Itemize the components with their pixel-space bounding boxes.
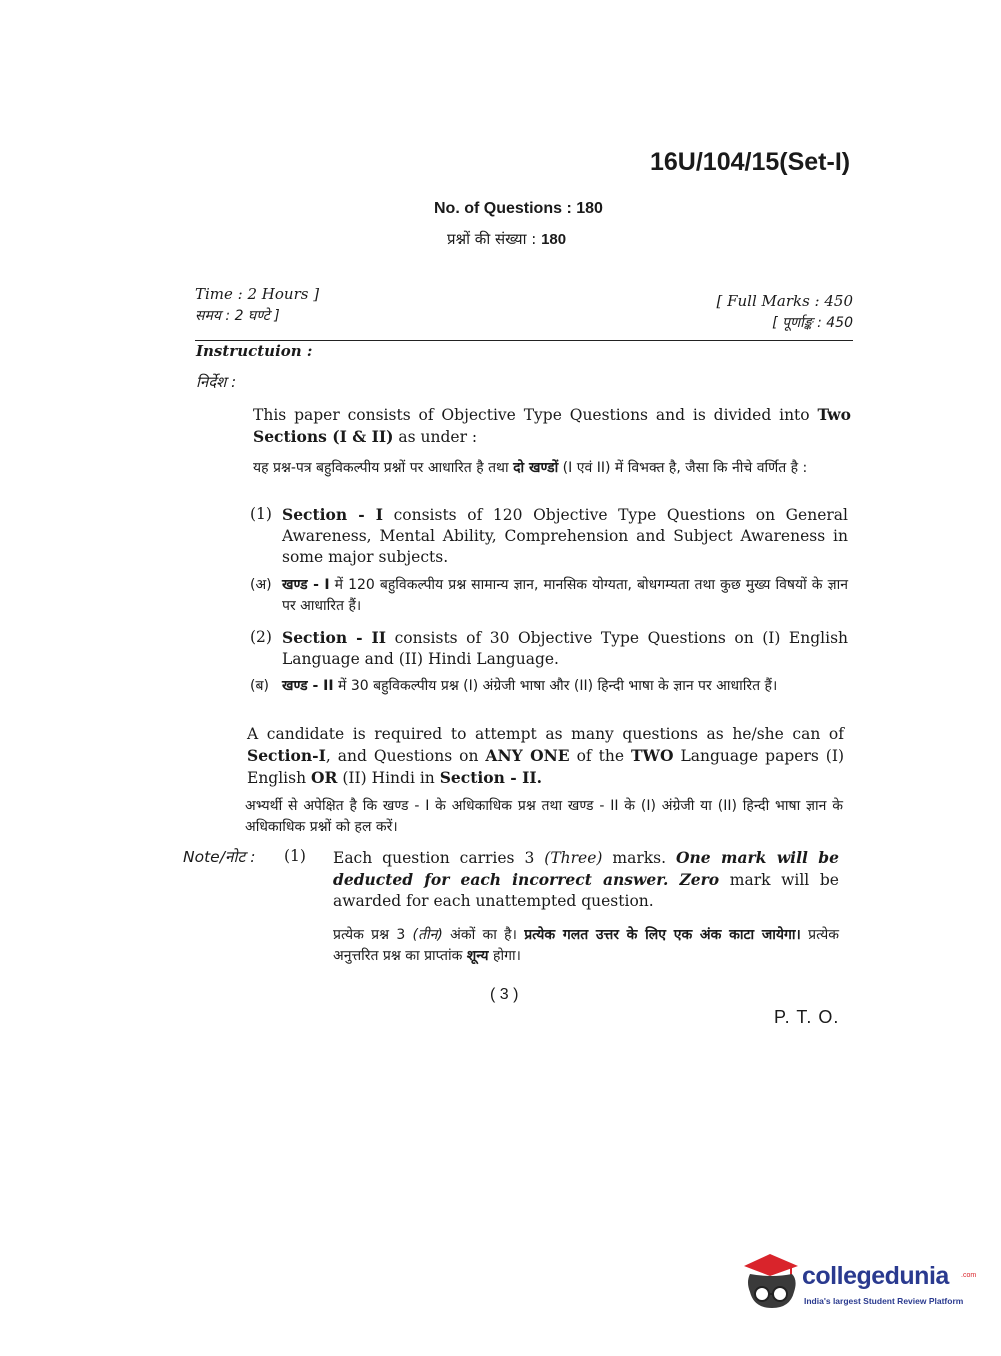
- cand-bold3: TWO: [631, 746, 674, 765]
- glasses-bridge: [768, 1293, 774, 1295]
- note-hi-italic2: शून्य: [466, 948, 489, 964]
- list-item-section-2-hi: [250, 676, 848, 697]
- note-hi-part4: होगा।: [488, 948, 521, 964]
- list-item-section-1-hi: [250, 575, 848, 617]
- note-text-hi: [333, 925, 839, 967]
- note-en-part2: marks.: [602, 849, 676, 867]
- cand-part2: , and Questions on: [325, 747, 486, 765]
- item-text: [282, 504, 848, 568]
- instructions-heading-hi: निर्देश :: [196, 373, 237, 391]
- intro-en-rest: as under :: [393, 428, 478, 446]
- instructions-heading-en: Instructuion :: [196, 342, 313, 360]
- item-number: (1): [250, 505, 272, 523]
- note-hi-part2: अंकों का है।: [442, 927, 525, 943]
- intro-hi-part2: (I एवं II) में विभक्त है, जैसा कि नीचे वर्णित है :: [558, 460, 808, 476]
- intro-en-line1: This paper consists of Objective Type Questions and is divided into: [253, 406, 810, 424]
- cap-icon-top: [744, 1254, 798, 1276]
- num-questions-hi: [447, 229, 566, 249]
- num-questions-hi-label: प्रश्नों की संख्या :: [447, 230, 537, 248]
- pto-label: P. T. O.: [774, 1007, 840, 1027]
- intro-hi-part1: यह प्रश्न-पत्र बहुविकल्पीय प्रश्नों पर आधारित है तथा: [253, 460, 514, 476]
- cand-bold2: ANY ONE: [485, 746, 570, 765]
- intro-hi: [253, 458, 851, 479]
- note-text-en: [333, 847, 839, 912]
- note-hi-part1: प्रत्येक प्रश्न 3: [333, 927, 413, 943]
- header-divider: [195, 340, 853, 341]
- intro-en: [253, 404, 851, 448]
- item-body: consists of 120 Objective Type Questions on General Awareness, Mental Ability, Comprehension and Subject Awareness in some major subjects.: [282, 506, 848, 566]
- item-bold: खण्ड - II: [282, 678, 334, 694]
- item-bold: खण्ड - I: [282, 577, 330, 593]
- glasses-right: [773, 1287, 787, 1301]
- collegedunia-brand: collegedunia: [802, 1262, 949, 1290]
- candidate-instruction-hi: अभ्यर्थी से अपेक्षित है कि खण्ड - I के अधिकाधिक प्रश्न तथा खण्ड - II के (I) अंग्रेजी या (II) हिन्दी भाषा ज्ञान के अधिकाधिक प्रश्नों को हल करें।: [245, 798, 843, 835]
- collegedunia-com: .com: [961, 1272, 977, 1279]
- intro-hi-bold: दो खण्डों: [513, 460, 559, 476]
- marks-hi: [ पूर्णाङ्क : 450: [772, 315, 853, 331]
- item-number: (ब): [250, 678, 269, 694]
- note-hi-italic1: (तीन): [412, 927, 443, 943]
- marks-en: [ Full Marks : 450: [716, 292, 853, 310]
- cand-part5: (II) Hindi in: [337, 769, 440, 787]
- page-number: ( 3 ): [490, 986, 519, 1003]
- note-en-italic2: One mark will be deducted for each incorrect answer. Zero: [333, 848, 839, 889]
- cand-bold1: Section-I: [247, 746, 326, 765]
- intro-en-bold: Two Sections (I & II): [253, 405, 851, 446]
- note-number: (1): [284, 847, 306, 865]
- item-number: (अ): [250, 577, 272, 593]
- time-hi: समय : 2 घण्टे ]: [195, 308, 280, 324]
- item-bold: Section - I: [282, 505, 383, 524]
- note-label: Note/नोट :: [183, 848, 256, 866]
- note-en-italic1: (Three): [544, 849, 603, 867]
- time-en: Time : 2 Hours ]: [195, 285, 320, 303]
- collegedunia-tagline: India's largest Student Review Platform: [804, 1296, 964, 1306]
- item-number: (2): [250, 628, 272, 646]
- note-en-part3: mark will be awarded for each unattempted question.: [333, 871, 839, 910]
- note-hi-part3: प्रत्येक अनुत्तरित प्रश्न का प्राप्तांक: [333, 927, 839, 964]
- paper-code: 16U/104/15(Set-I): [650, 148, 851, 176]
- item-text: [282, 575, 848, 617]
- marks-block: [716, 290, 853, 334]
- num-questions-en: No. of Questions : 180: [434, 200, 603, 217]
- intro-en-text: [253, 404, 851, 448]
- item-text: [282, 676, 777, 697]
- num-questions-hi-value: 180: [541, 231, 567, 248]
- list-item-section-2: [250, 627, 848, 670]
- cand-part1: A candidate is required to attempt as many questions as he/she can of: [247, 725, 844, 743]
- cand-part4: Language papers (I) English: [247, 747, 844, 787]
- item-body: में 30 बहुविकल्पीय प्रश्न (I) अंग्रेजी भाषा और (II) हिन्दी भाषा के ज्ञान पर आधारित हैं।: [333, 678, 778, 694]
- item-text: [282, 627, 848, 670]
- cand-bold5: Section - II.: [439, 768, 542, 787]
- candidate-instruction-en: [247, 724, 844, 789]
- cand-part3: of the: [569, 747, 632, 765]
- list-item-section-1: [250, 504, 848, 568]
- note-hi-bold: प्रत्येक गलत उत्तर के लिए एक अंक काटा जायेगा।: [524, 927, 801, 943]
- note-en-part1: Each question carries 3: [333, 849, 545, 867]
- item-body: consists of 30 Objective Type Questions on (I) English Language and (II) Hindi Language.: [282, 629, 849, 668]
- item-body: में 120 बहुविकल्पीय प्रश्न सामान्य ज्ञान, मानसिक योग्यता, बोधगम्यता तथा कुछ मुख्य विषयों के ज्ञान पर आधारित हैं।: [282, 577, 848, 614]
- item-bold: Section - II: [282, 628, 387, 647]
- time-block: [195, 283, 319, 327]
- cand-bold4: OR: [311, 768, 338, 787]
- glasses-left: [755, 1287, 769, 1301]
